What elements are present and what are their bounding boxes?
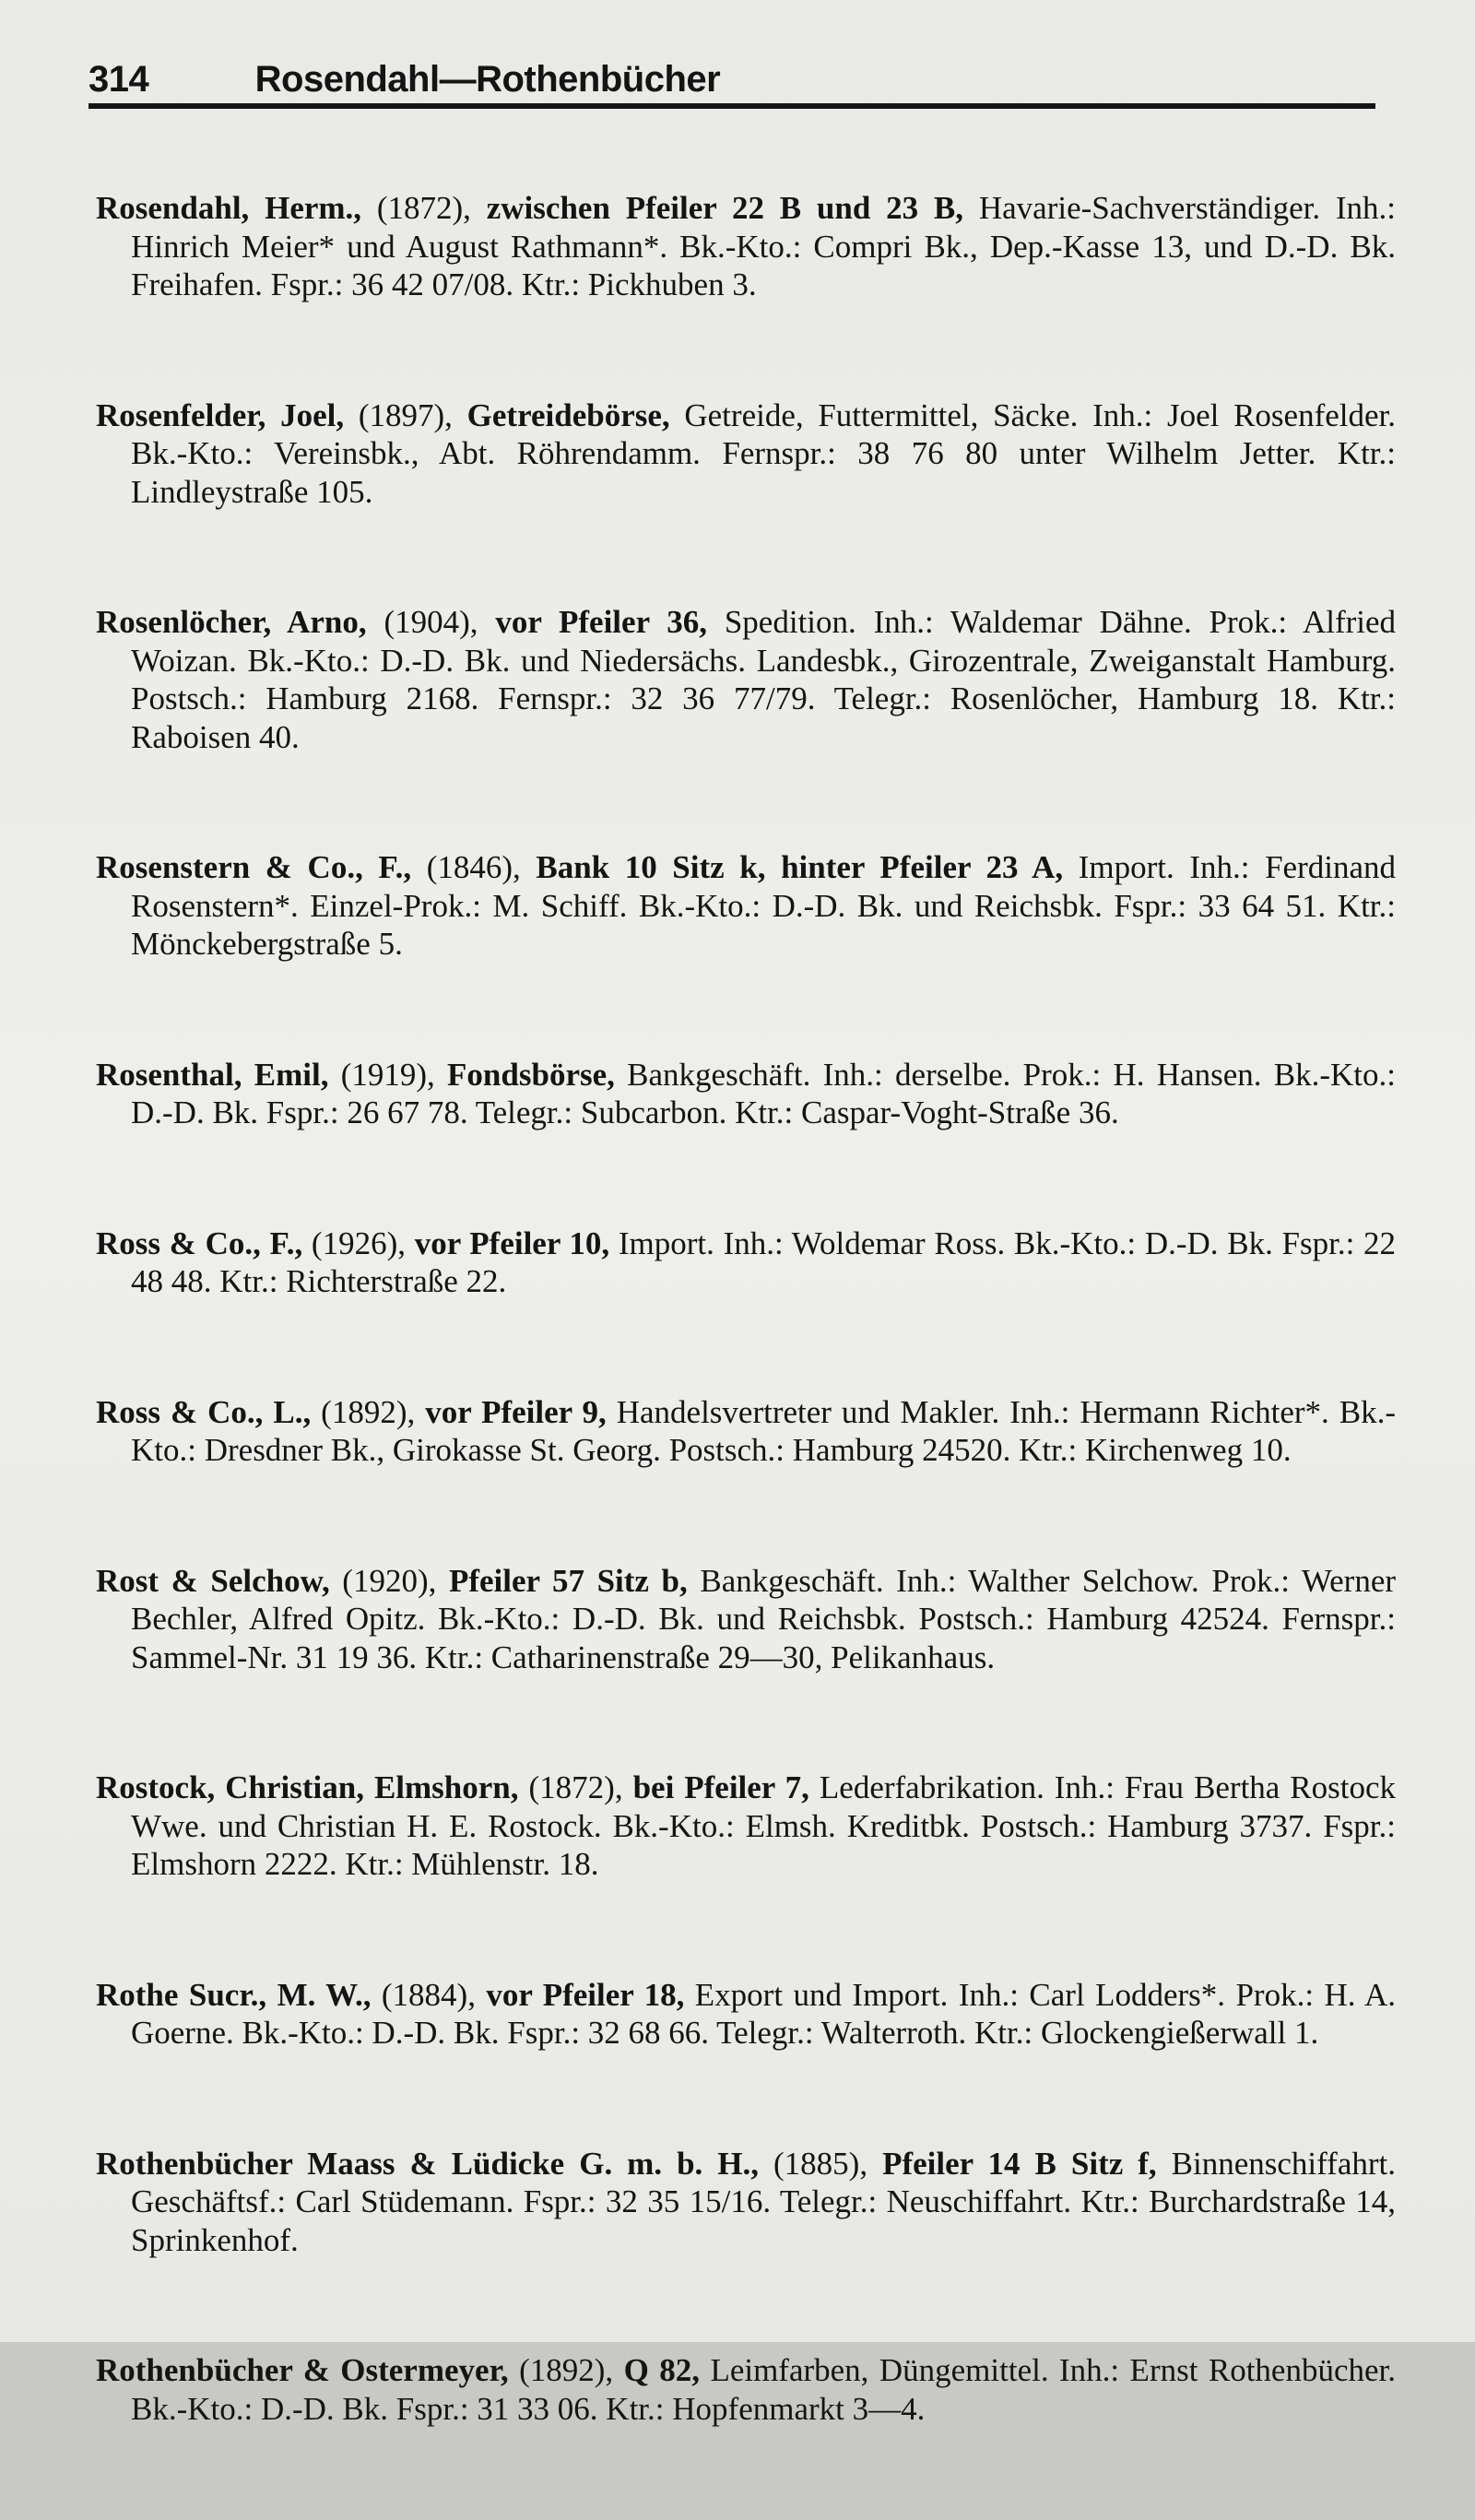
entry-name: Rothenbücher & Ostermeyer, (96, 2352, 509, 2388)
entry-list (96, 157, 1396, 2520)
list-item (96, 189, 1396, 304)
entry-text: Bankgeschäft. Inh.: Walther Selchow. Prok.: Werner Bechler, Alfred Opitz. Bk.-Kto.: D.-D. Bk. und Reichsbk. Postsch.: Hamburg 42524. Fernspr.: Sammel-Nr. 31 19 36. Ktr.: Catharinenstraße 29—30, Pelikanhaus. (131, 1562, 1397, 1675)
entry-year: (1897), (358, 396, 453, 433)
list-item (96, 1769, 1396, 1884)
list-item (96, 2351, 1396, 2428)
entry-name: Rothe Sucr., M. W., (96, 1976, 372, 2013)
entry-name: Rostock, Christian, Elmshorn, (96, 1769, 519, 1805)
entry-year: (1926), (311, 1225, 406, 1261)
entry-year: (1846), (426, 849, 521, 885)
list-item (96, 396, 1396, 512)
entry-name: Rosenlöcher, Arno, (96, 604, 367, 640)
entry-year: (1872), (528, 1769, 623, 1805)
entry-text: Binnenschiffahrt. Geschäftsf.: Carl Stüdemann. Fspr.: 32 35 15/16. Telegr.: Neuschiffahrt. Ktr.: Burchardstraße 14, Sprinkenhof. (131, 2145, 1396, 2258)
entry-text: Havarie-Sachverständiger. Inh.: Hinrich Meier* und August Rathmann*. Bk.-Kto.: Compri Bk., Dep.-Kasse 13, und D.-D. Bk. Freihafen. Fspr.: 36 42 07/08. Ktr.: Pickhuben 3. (131, 190, 1397, 302)
entry-text: Leimfarben, Düngemittel. Inh.: Ernst Rothenbücher. Bk.-Kto.: D.-D. Bk. Fspr.: 31 33 06. Ktr.: Hopfenmarkt 3—4. (131, 2352, 1397, 2427)
entry-year: (1885), (773, 2145, 868, 2182)
list-item (96, 848, 1396, 964)
entry-text: Lederfabrikation. Inh.: Frau Bertha Rostock Wwe. und Christian H. E. Rostock. Bk.-Kto.: Elmsh. Kreditbk. Postsch.: Hamburg 3737. Fspr.: Elmshorn 2222. Ktr.: Mühlenstr. 18. (131, 1769, 1397, 1882)
list-item (96, 1976, 1396, 2053)
header-rule (88, 103, 1375, 109)
entry-year: (1919), (340, 1056, 435, 1093)
entry-location: Pfeiler 14 B Sitz f, (882, 2145, 1157, 2182)
entry-text: Getreide, Futtermittel, Säcke. Inh.: Joel Rosenfelder. Bk.-Kto.: Vereinsbk., Abt. Röhrendamm. Fernspr.: 38 76 80 unter Wilhelm Jetter. Ktr.: Lindleystraße 105. (131, 396, 1397, 510)
entry-name: Rost & Selchow, (96, 1562, 330, 1599)
entry-name: Ross & Co., L., (96, 1393, 312, 1430)
entry-name: Rosenthal, Emil, (96, 1056, 329, 1093)
entry-text: Import. Inh.: Ferdinand Rosenstern*. Einzel-Prok.: M. Schiff. Bk.-Kto.: D.-D. Bk. und Reichsbk. Fspr.: 33 64 51. Ktr.: Mönckebergstraße 5. (131, 849, 1397, 962)
page-header (88, 55, 1374, 103)
entry-text: Export und Import. Inh.: Carl Lodders*. Prok.: H. A. Goerne. Bk.-Kto.: D.-D. Bk. Fspr.: 32 68 66. Telegr.: Walterroth. Ktr.: Glockengießerwall 1. (131, 1976, 1397, 2051)
entry-location: Fondsbörse, (447, 1056, 615, 1093)
entry-location: zwischen Pfeiler 22 B und 23 B, (486, 190, 964, 226)
entry-location: vor Pfeiler 36, (495, 604, 708, 640)
entry-text: Handelsvertreter und Makler. Inh.: Hermann Richter*. Bk.-Kto.: Dresdner Bk., Girokasse St. Georg. Postsch.: Hamburg 24520. Ktr.: Kirchenweg 10. (131, 1393, 1396, 1468)
entry-name: Rosenstern & Co., F., (96, 849, 412, 885)
entry-name: Ross & Co., F., (96, 1225, 303, 1261)
entry-location: Getreidebörse, (466, 396, 670, 433)
list-item (96, 1393, 1396, 1470)
list-item (96, 2145, 1396, 2260)
entry-text: Spedition. Inh.: Waldemar Dähne. Prok.: Alfried Woizan. Bk.-Kto.: D.-D. Bk. und Niedersächs. Landesbk., Girozentrale, Zweiganstalt Hamburg. Postsch.: Hamburg 2168. Fernspr.: 32 36 77/79. Telegr.: Rosenlöcher, Hamburg 18. Ktr.: Raboisen 40. (131, 604, 1397, 755)
entry-name: Rothenbücher Maass & Lüdicke G. m. b. H., (96, 2145, 760, 2182)
entry-location: Pfeiler 57 Sitz b, (448, 1562, 688, 1599)
entry-year: (1892), (519, 2352, 614, 2388)
list-item (96, 1562, 1396, 1677)
entry-year: (1920), (342, 1562, 437, 1599)
running-title: Rosendahl—Rothenbücher (254, 59, 721, 100)
entry-text: Import. Inh.: Woldemar Ross. Bk.-Kto.: D.-D. Bk. Fspr.: 22 48 48. Ktr.: Richterstraße 22. (131, 1225, 1397, 1299)
entry-year: (1884), (381, 1976, 476, 2013)
list-item (96, 1056, 1396, 1132)
entry-location: Q 82, (623, 2352, 700, 2388)
page-number: 314 (88, 59, 149, 100)
entry-name: Rosendahl, Herm., (96, 190, 362, 226)
entry-location: Bank 10 Sitz k, hinter Pfeiler 23 A, (536, 849, 1064, 885)
entry-year: (1872), (376, 190, 471, 226)
entry-location: vor Pfeiler 10, (414, 1225, 610, 1261)
entry-location: vor Pfeiler 9, (425, 1393, 607, 1430)
entry-year: (1892), (321, 1393, 416, 1430)
entry-year: (1904), (384, 604, 478, 640)
entry-text: Bankgeschäft. Inh.: derselbe. Prok.: H. Hansen. Bk.-Kto.: D.-D. Bk. Fspr.: 26 67 78. Telegr.: Subcarbon. Ktr.: Caspar-Voght-Straße 36. (131, 1056, 1396, 1130)
list-item (96, 1225, 1396, 1301)
entry-location: vor Pfeiler 18, (486, 1976, 685, 2013)
entry-name: Rosenfelder, Joel, (96, 396, 345, 433)
list-item (96, 603, 1396, 756)
entry-location: bei Pfeiler 7, (632, 1769, 809, 1805)
